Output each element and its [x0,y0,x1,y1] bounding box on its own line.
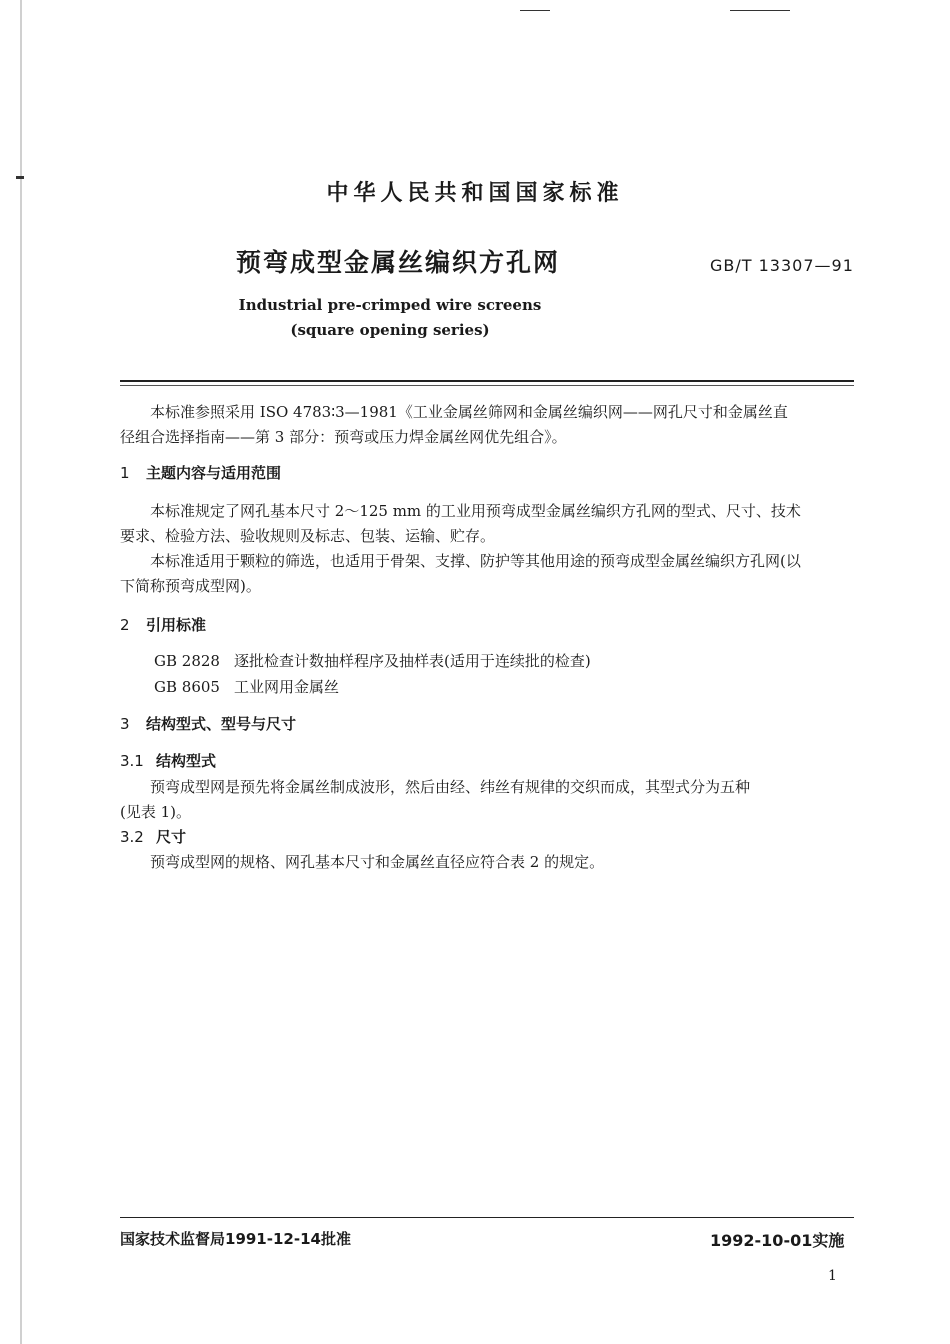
reference-title: 工业网用金属丝 [234,678,340,696]
national-standard-heading: 中华人民共和国国家标准 [326,181,624,206]
scan-mark [520,10,550,11]
intro-line2: 径组合选择指南——第 3 部分：预弯或压力焊金属丝网优先组合》。 [120,428,567,446]
s32-line1: 预弯成型网的规格、网孔基本尺寸和金属丝直径应符合表 2 的规定。 [150,853,605,871]
section-title: 主题内容与适用范围 [146,464,282,482]
section-3-heading [120,713,296,734]
approval-date: 国家技术监督局1991-12-14批准 [120,1230,351,1248]
section-title: 结构型式、型号与尺寸 [146,715,297,733]
subsection-title: 结构型式 [156,752,217,770]
section-2-heading [120,614,206,635]
standard-number: GB/T 13307—91 [710,256,854,275]
section-title: 引用标准 [146,616,207,634]
page-number: 1 [828,1268,837,1284]
scan-mark [730,10,790,11]
document-title: 预弯成型金属丝编织方孔网 [236,248,561,277]
implementation-date: 1992-10-01实施 [710,1231,845,1250]
reference-code: GB 8605 [154,678,220,696]
section-number: 2 [120,616,130,634]
section-1-heading [120,462,281,483]
footer-rule [120,1217,854,1218]
subsection-3-1-heading [120,750,216,771]
subsection-3-2-heading [120,826,186,847]
subsection-3-2-paragraph [120,850,854,875]
section-number: 3 [120,715,130,733]
intro-paragraph [120,400,854,450]
reference-code: GB 2828 [154,652,220,670]
subsection-number: 3.1 [120,752,144,770]
reference-row [154,650,591,671]
s1-p1-line2: 要求、检验方法、验收规则及标志、包装、运输、贮存。 [120,527,496,545]
english-title-line1: Industrial pre-crimped wire screens [238,296,542,314]
s31-line2: (见表 1)。 [120,803,192,821]
reference-title: 逐批检查计数抽样程序及抽样表(适用于连续批的检查) [234,652,591,670]
section-1-paragraph-2 [120,549,854,599]
s1-p2-line1: 本标准适用于颗粒的筛选，也适用于骨架、支撑、防护等其他用途的预弯成型金属丝编织方孔网(以 [150,552,801,570]
s1-p2-line2: 下简称预弯成型网)。 [120,577,261,595]
header-rule-thin [120,385,854,386]
subsection-title: 尺寸 [156,828,187,846]
section-number: 1 [120,464,130,482]
english-title-line2: (square opening series) [290,321,490,339]
reference-row [154,676,339,697]
subsection-number: 3.2 [120,828,144,846]
subsection-3-1-paragraph [120,775,854,825]
section-1-paragraph-1 [120,499,854,549]
s1-p1-line1: 本标准规定了网孔基本尺寸 2～125 mm 的工业用预弯成型金属丝编织方孔网的型式、尺寸、技术 [150,502,801,520]
header-rule [120,380,854,382]
intro-line1: 本标准参照采用 ISO 4783∶3—1981《工业金属丝筛网和金属丝编织网——网孔尺寸和金属丝直 [150,403,788,421]
s31-line1: 预弯成型网是预先将金属丝制成波形，然后由经、纬丝有规律的交织而成，其型式分为五种 [150,778,751,796]
